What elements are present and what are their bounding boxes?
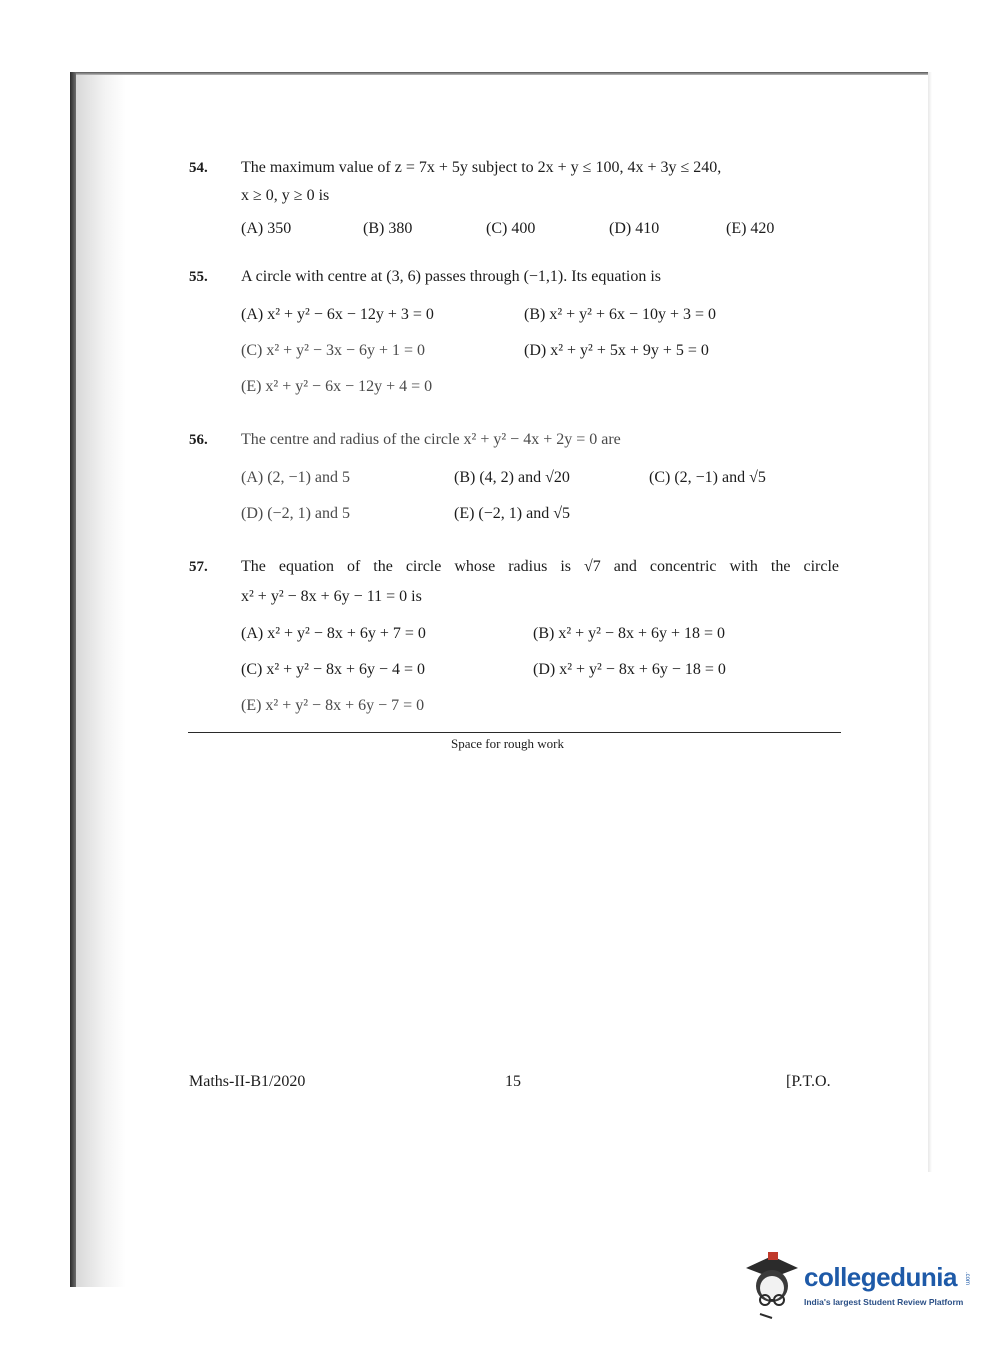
option-d: (D) x² + y² − 8x + 6y − 18 = 0: [533, 661, 726, 678]
divider-line: [188, 732, 841, 733]
option-e: (E) (−2, 1) and √5: [454, 505, 570, 522]
option-c: (C) x² + y² − 8x + 6y − 4 = 0: [241, 661, 426, 678]
option-e: (E) x² + y² − 6x − 12y + 4 = 0: [241, 378, 433, 395]
question-number: 57.: [189, 559, 208, 575]
question-stem: A circle with centre at (3, 6) passes through (−1,1). Its equation is: [241, 268, 662, 285]
option-b: (B) (4, 2) and √20: [454, 469, 570, 486]
option-c: (C) 400: [486, 220, 536, 237]
option-b: (B) x² + y² − 8x + 6y + 18 = 0: [533, 625, 726, 642]
option-c: (C) x² + y² − 3x − 6y + 1 = 0: [241, 342, 426, 359]
option-b: (B) x² + y² + 6x − 10y + 3 = 0: [524, 306, 717, 323]
logo-wordmark: collegedunia: [804, 1262, 957, 1292]
logo-suffix: .com: [964, 1272, 970, 1286]
question-stem-cont: x² + y² − 8x + 6y − 11 = 0 is: [241, 588, 422, 605]
option-e: (E) 420: [726, 220, 775, 237]
question-stem: The equation of the circle whose radius is √7 and concentric with the circle: [241, 558, 839, 575]
rough-work-label: Space for rough work: [451, 736, 564, 751]
option-e: (E) x² + y² − 8x + 6y − 7 = 0: [241, 697, 425, 714]
question-number: 56.: [189, 432, 208, 448]
graduate-mascot-icon: [742, 1250, 804, 1320]
collegedunia-logo: [742, 1250, 972, 1320]
question-stem: The centre and radius of the circle x² + y² − 4x + 2y = 0 are: [241, 431, 621, 448]
option-d: (D) x² + y² + 5x + 9y + 5 = 0: [524, 342, 709, 359]
option-d: (D) 410: [609, 220, 660, 237]
option-a: (A) (2, −1) and 5: [241, 469, 350, 486]
page-binding-edge: [70, 72, 76, 1287]
page-right-edge: [928, 72, 932, 1172]
page-top-edge: [76, 72, 930, 75]
paper-code: Maths-II-B1/2020: [189, 1073, 306, 1090]
pto-label: [P.T.O.: [786, 1073, 831, 1090]
logo-tagline: India's largest Student Review Platform: [804, 1297, 964, 1307]
question-number: 55.: [189, 269, 208, 285]
question-stem-cont: x ≥ 0, y ≥ 0 is: [241, 187, 330, 204]
option-c: (C) (2, −1) and √5: [649, 469, 766, 486]
question-stem: The maximum value of z = 7x + 5y subject to 2x + y ≤ 100, 4x + 3y ≤ 240,: [241, 159, 722, 176]
option-a: (A) x² + y² − 8x + 6y + 7 = 0: [241, 625, 426, 642]
page-number: 15: [505, 1073, 521, 1090]
option-a: (A) x² + y² − 6x − 12y + 3 = 0: [241, 306, 434, 323]
option-d: (D) (−2, 1) and 5: [241, 505, 350, 522]
option-b: (B) 380: [363, 220, 413, 237]
page-shadow: [76, 72, 126, 1287]
question-number: 54.: [189, 160, 208, 176]
option-a: (A) 350: [241, 220, 292, 237]
